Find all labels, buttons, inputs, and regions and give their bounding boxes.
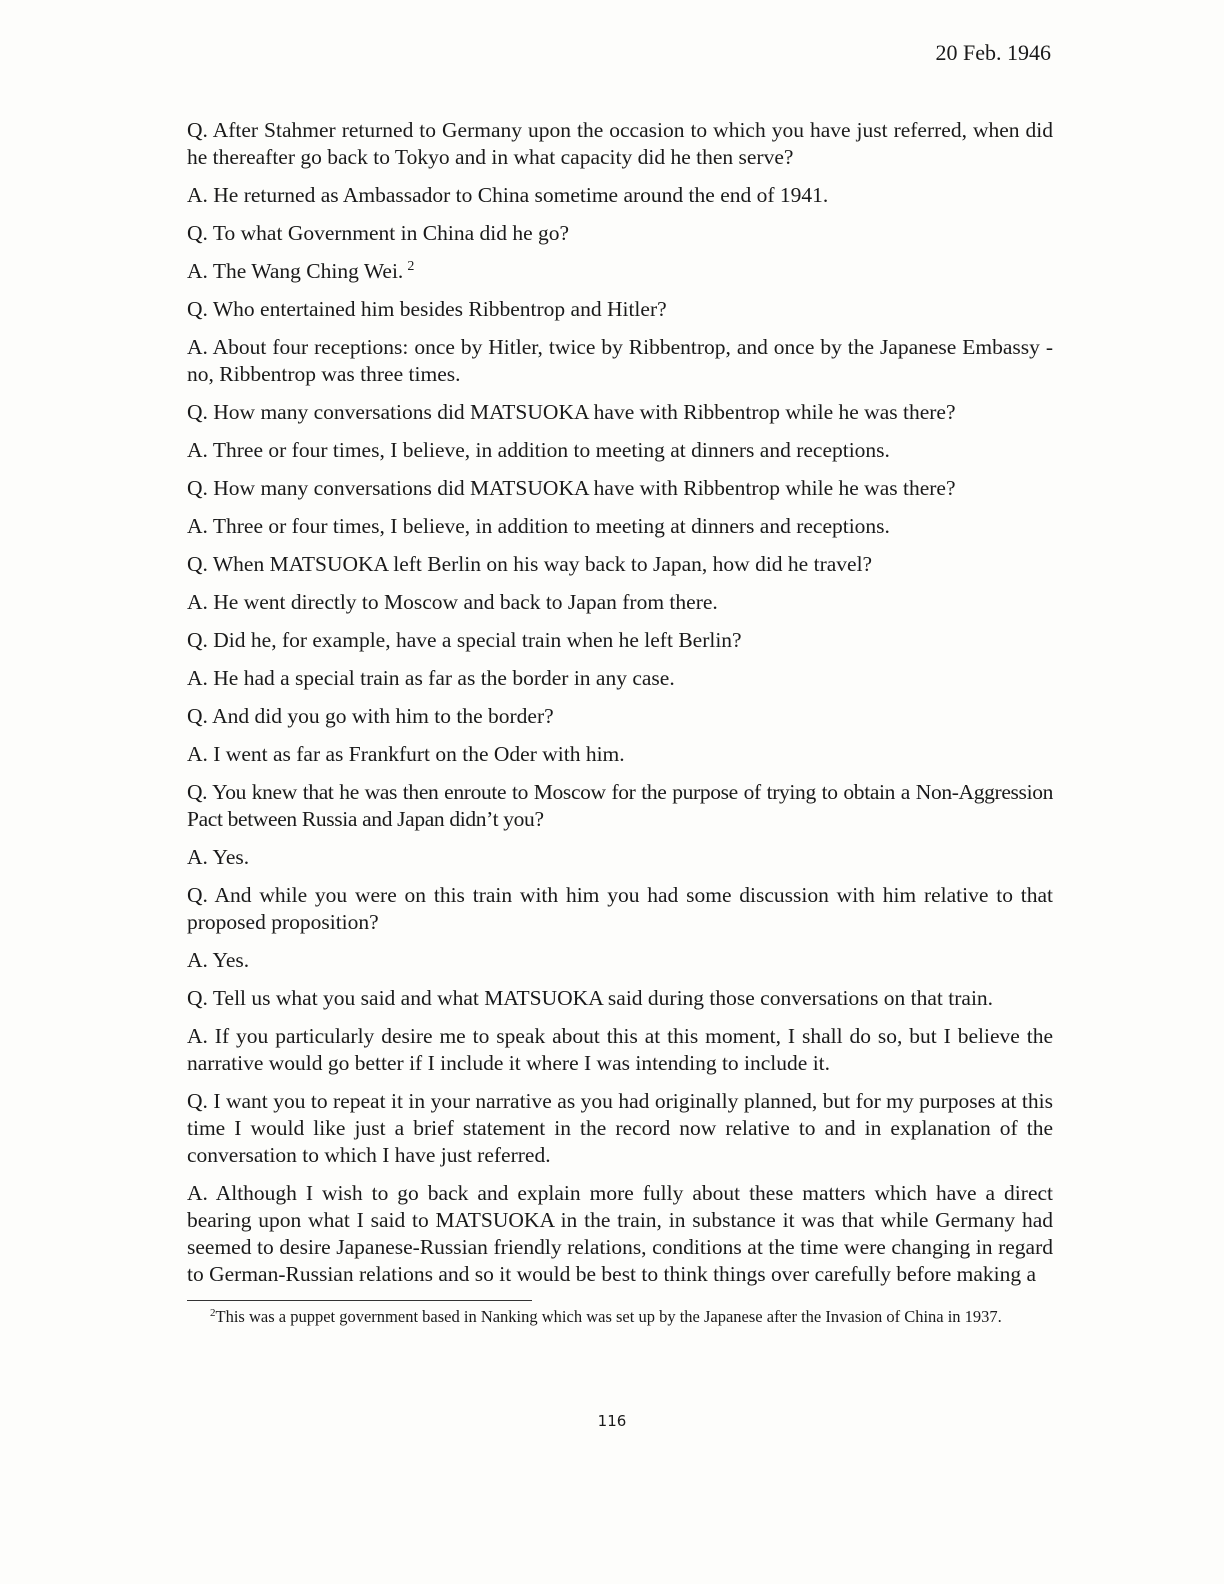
question-paragraph: Q. I want you to repeat it in your narrative as you had originally planned, but for my purposes at this time I would like just a brief statement in the record now relative to and in explanation of the conversation to which I have just referred.	[187, 1089, 1053, 1167]
question-paragraph: Q. To what Government in China did he go?	[187, 221, 570, 245]
answer-paragraph: A. He had a special train as far as the border in any case.	[187, 666, 675, 690]
question-paragraph: Q. After Stahmer returned to Germany upon the occasion to which you have just referred, when did he thereafter go back to Tokyo and in what capacity did he then serve?	[187, 118, 1053, 169]
page-number: 116	[597, 1412, 627, 1430]
question-paragraph: Q. Tell us what you said and what MATSUOKA said during those conversations on that train.	[187, 986, 994, 1010]
question-paragraph: Q. How many conversations did MATSUOKA have with Ribbentrop while he was there?	[187, 476, 956, 500]
answer-paragraph: A. Yes.	[187, 845, 250, 869]
question-paragraph: Q. When MATSUOKA left Berlin on his way back to Japan, how did he travel?	[187, 552, 873, 576]
footnote-reference: 2	[407, 259, 415, 274]
footnote-separator	[187, 1300, 532, 1301]
question-paragraph: Q. Did he, for example, have a special train when he left Berlin?	[187, 628, 742, 652]
header-date: 20 Feb. 1946	[935, 40, 1051, 65]
question-paragraph: Q. You knew that he was then enroute to Moscow for the purpose of trying to obtain a Non-Aggression Pact between Russia and Japan didn’t you?	[187, 780, 1053, 831]
footnote-text: This was a puppet government based in Nanking which was set up by the Japanese after the Invasion of China in 1937.	[215, 1307, 1002, 1326]
footnote	[187, 1305, 1053, 1328]
answer-paragraph	[187, 258, 1053, 285]
answer-paragraph: A. He returned as Ambassador to China sometime around the end of 1941.	[187, 183, 829, 207]
answer-paragraph: A. He went directly to Moscow and back to Japan from there.	[187, 590, 718, 614]
answer-paragraph: A. Yes.	[187, 948, 250, 972]
answer-paragraph: A. Three or four times, I believe, in addition to meeting at dinners and receptions.	[187, 514, 890, 538]
question-paragraph: Q. Who entertained him besides Ribbentrop and Hitler?	[187, 297, 667, 321]
transcript-body	[187, 117, 1053, 1299]
answer-paragraph: A. If you particularly desire me to speak about this at this moment, I shall do so, but I believe the narrative would go better if I include it where I was intending to include it.	[187, 1024, 1053, 1075]
answer-paragraph: A. I went as far as Frankfurt on the Oder with him.	[187, 742, 625, 766]
question-paragraph: Q. And while you were on this train with him you had some discussion with him relative to that proposed proposition?	[187, 883, 1053, 934]
answer-paragraph: A. About four receptions: once by Hitler, twice by Ribbentrop, and once by the Japanese Embassy - no, Ribbentrop was three times.	[187, 335, 1053, 386]
question-paragraph: Q. How many conversations did MATSUOKA have with Ribbentrop while he was there?	[187, 400, 956, 424]
answer-paragraph: A. Three or four times, I believe, in addition to meeting at dinners and receptions.	[187, 438, 890, 462]
answer-text: A. The Wang Ching Wei.	[187, 259, 404, 283]
answer-paragraph: A. Although I wish to go back and explain more fully about these matters which have a direct bearing upon what I said to MATSUOKA in the train, in substance it was that while Germany had seemed to desire Japanese-Russian friendly relations, conditions at the time were changing in regard to German-Russian relations and so it would be best to think things over carefully before making a	[187, 1181, 1053, 1286]
footnote-number: 2	[210, 1307, 216, 1319]
question-paragraph: Q. And did you go with him to the border?	[187, 704, 554, 728]
